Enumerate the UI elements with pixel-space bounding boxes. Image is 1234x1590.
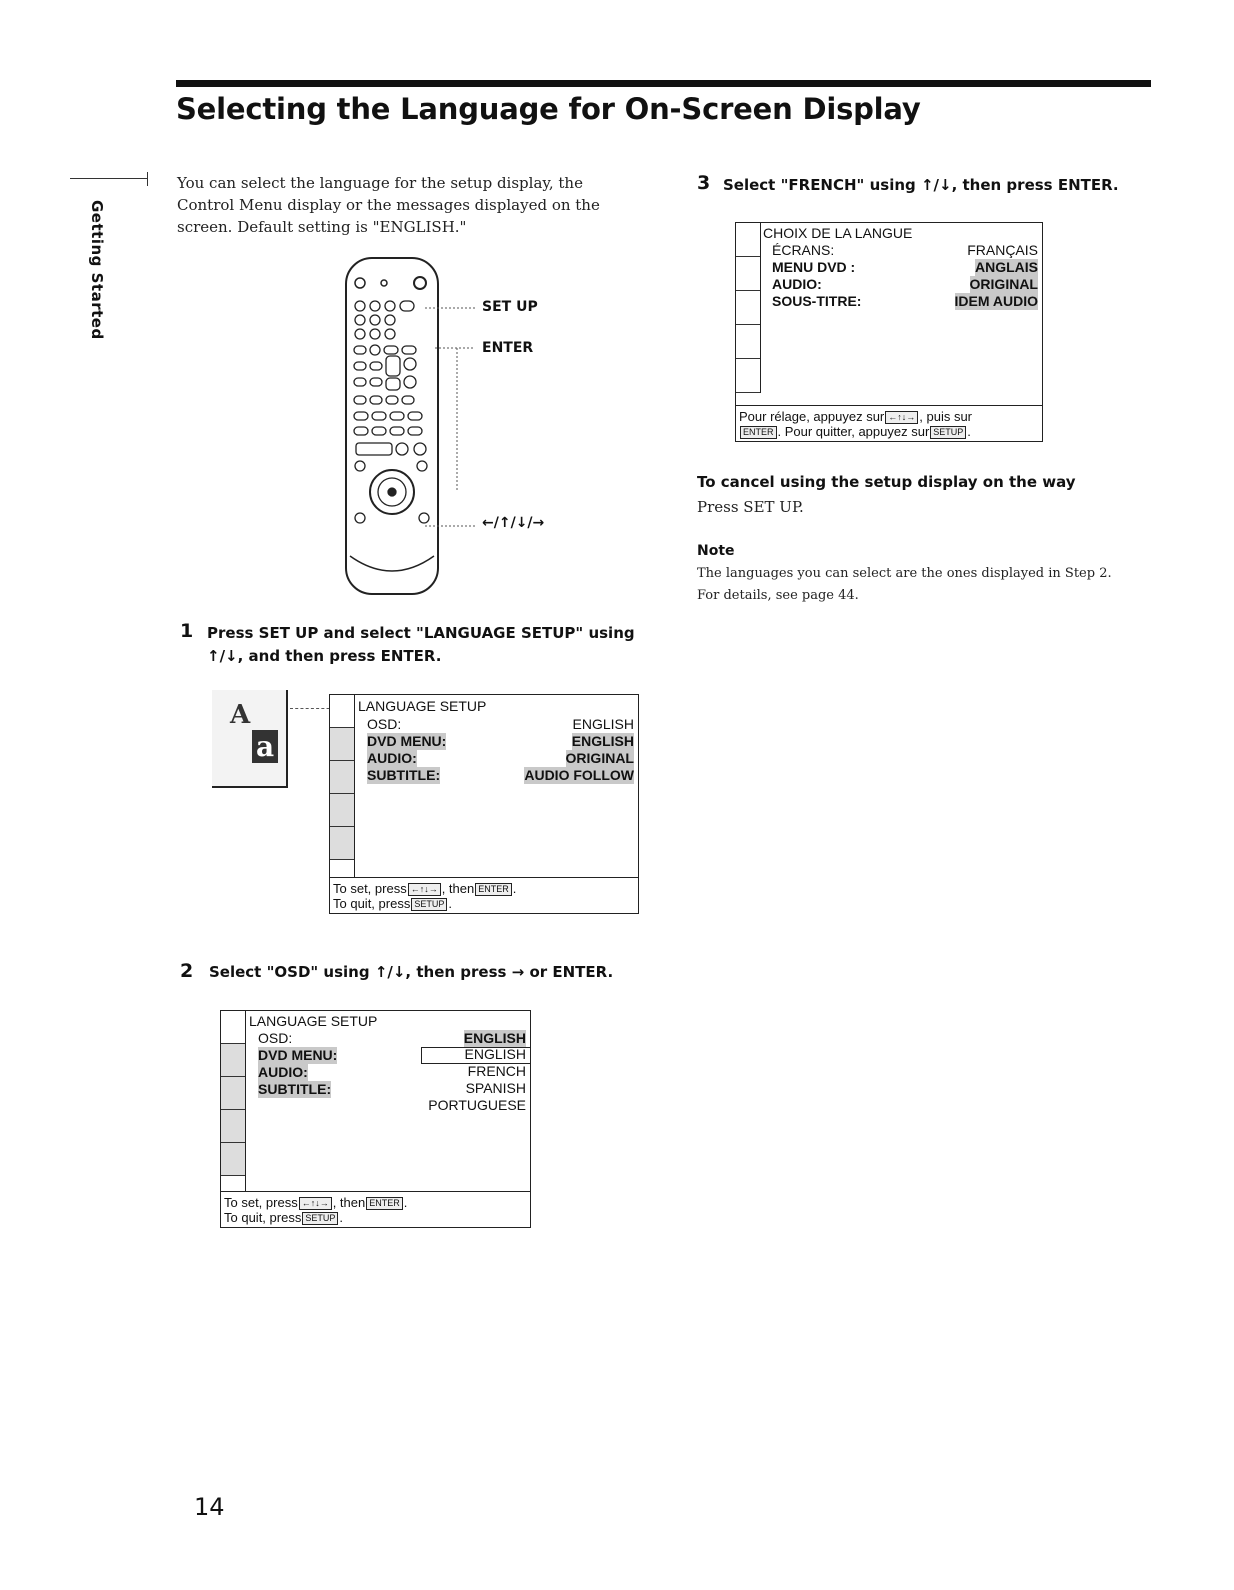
osd-footer-set: To set, press ←↑↓→ , then ENTER . bbox=[224, 1195, 408, 1210]
footer-text: Pour rélage, appuyez sur bbox=[739, 409, 885, 424]
footer-text: To quit, press bbox=[333, 896, 411, 911]
osd-row-label: ÉCRANS: bbox=[772, 242, 835, 258]
language-option: SPANISH bbox=[465, 1080, 526, 1096]
osd-icon-column bbox=[736, 223, 761, 393]
step-3-text: Select "FRENCH" using ↑/↓, then press ENTER. bbox=[723, 176, 1119, 194]
setup-key-icon: SETUP bbox=[930, 426, 966, 439]
footer-text: , puis sur bbox=[919, 409, 973, 424]
side-tab-rule bbox=[70, 178, 148, 179]
osd-row-value: ENGLISH bbox=[572, 716, 634, 732]
callout-enter: ENTER bbox=[482, 340, 534, 356]
language-option: FRENCH bbox=[467, 1063, 526, 1079]
osd-row-value: ANGLAIS bbox=[975, 259, 1038, 275]
enter-key-icon: ENTER bbox=[740, 426, 777, 439]
enter-key-icon: ENTER bbox=[475, 883, 512, 896]
osd-row-value: ENGLISH bbox=[571, 733, 634, 749]
setup-key-icon: SETUP bbox=[302, 1212, 338, 1225]
note-line-1: The languages you can select are the ones displayed in Step 2. bbox=[697, 566, 1112, 581]
intro-paragraph: You can select the language for the setup display, the Control Menu display or the messages displayed on the screen. Default setting is "ENGLISH." bbox=[177, 174, 600, 236]
step-2-number: 2 bbox=[180, 960, 194, 982]
step-1-number: 1 bbox=[180, 620, 194, 642]
setup-key-icon: SETUP bbox=[411, 898, 447, 911]
page-title: Selecting the Language for On-Screen Display bbox=[176, 92, 921, 126]
osd-header: LANGUAGE SETUP bbox=[249, 1013, 378, 1029]
callout-leader-lines bbox=[425, 290, 485, 540]
osd-row-label: AUDIO: bbox=[772, 276, 822, 292]
note-heading: Note bbox=[697, 543, 735, 559]
osd-row-label: SOUS-TITRE: bbox=[772, 293, 862, 309]
osd-choix-de-la-langue bbox=[735, 222, 1043, 442]
language-option: ENGLISH bbox=[464, 1046, 526, 1062]
callout-setup: SET UP bbox=[482, 299, 538, 315]
osd-header: LANGUAGE SETUP bbox=[358, 698, 487, 714]
osd-icon-column bbox=[330, 695, 355, 877]
footer-text: , then bbox=[332, 1195, 366, 1210]
footer-text: To set, press bbox=[333, 881, 407, 896]
title-rule bbox=[176, 80, 1151, 87]
step-3-number: 3 bbox=[697, 172, 711, 194]
osd-row-value: FRANÇAIS bbox=[967, 242, 1038, 258]
osd-footer-set: To set, press ←↑↓→ , then ENTER . bbox=[333, 881, 517, 896]
osd-row-label: DVD MENU: bbox=[367, 733, 447, 749]
osd-row-value: ENGLISH bbox=[463, 1030, 526, 1046]
footer-text: To set, press bbox=[224, 1195, 298, 1210]
osd-row-label: AUDIO: bbox=[367, 750, 417, 766]
note-line-2: For details, see page 44. bbox=[697, 588, 859, 603]
osd-language-setup-2 bbox=[220, 1010, 531, 1228]
osd-header: CHOIX DE LA LANGUE bbox=[763, 225, 913, 241]
osd-row-label: OSD: bbox=[367, 716, 402, 732]
callout-arrows: ←/↑/↓/→ bbox=[482, 515, 545, 531]
footer-text: , then bbox=[441, 881, 475, 896]
osd-footer-rule bbox=[736, 405, 1042, 406]
side-tab-tick bbox=[147, 172, 148, 186]
arrow-keys-icon: ←↑↓→ bbox=[885, 411, 918, 424]
osd-language-setup-1 bbox=[329, 694, 639, 914]
side-tab-label: Getting Started bbox=[88, 200, 106, 340]
arrow-keys-icon: ←↑↓→ bbox=[408, 883, 441, 896]
osd-footer-quit: To quit, press SETUP . bbox=[224, 1210, 343, 1225]
osd-row-label: DVD MENU: bbox=[258, 1047, 338, 1063]
step-1-line-1: Press SET UP and select "LANGUAGE SETUP" using bbox=[207, 624, 635, 642]
osd-row-value: ORIGINAL bbox=[969, 276, 1038, 292]
osd-row-value: IDEM AUDIO bbox=[954, 293, 1038, 309]
osd-footer-rule bbox=[330, 877, 638, 878]
osd-row-value: AUDIO FOLLOW bbox=[524, 767, 634, 783]
osd-icon-column bbox=[221, 1011, 246, 1191]
osd-row-value: ORIGINAL bbox=[565, 750, 634, 766]
language-option: PORTUGUESE bbox=[428, 1097, 526, 1113]
osd-footer-quit: ENTER . Pour quitter, appuyez sur SETUP . bbox=[739, 423, 971, 440]
enter-key-icon: ENTER bbox=[366, 1197, 403, 1210]
osd-row-label: SUBTITLE: bbox=[367, 767, 441, 783]
cancel-heading: To cancel using the setup display on the way bbox=[697, 473, 1076, 491]
osd-row-label: OSD: bbox=[258, 1030, 293, 1046]
osd-row-label: MENU DVD : bbox=[772, 259, 856, 275]
arrow-keys-icon: ←↑↓→ bbox=[299, 1197, 332, 1210]
step-1-line-2: ↑/↓, and then press ENTER. bbox=[207, 647, 442, 665]
footer-text: . Pour quitter, appuyez sur bbox=[777, 424, 930, 439]
step-2-text: Select "OSD" using ↑/↓, then press → or ENTER. bbox=[209, 963, 614, 981]
page-number: 14 bbox=[194, 1493, 225, 1521]
osd-row-label: AUDIO: bbox=[258, 1064, 308, 1080]
osd-footer-rule bbox=[221, 1191, 530, 1192]
footer-text: To quit, press bbox=[224, 1210, 302, 1225]
cancel-body: Press SET UP. bbox=[697, 498, 804, 516]
osd-row-label: SUBTITLE: bbox=[258, 1081, 332, 1097]
language-icon: A a bbox=[212, 690, 290, 790]
osd-footer-quit: To quit, press SETUP . bbox=[333, 896, 452, 911]
